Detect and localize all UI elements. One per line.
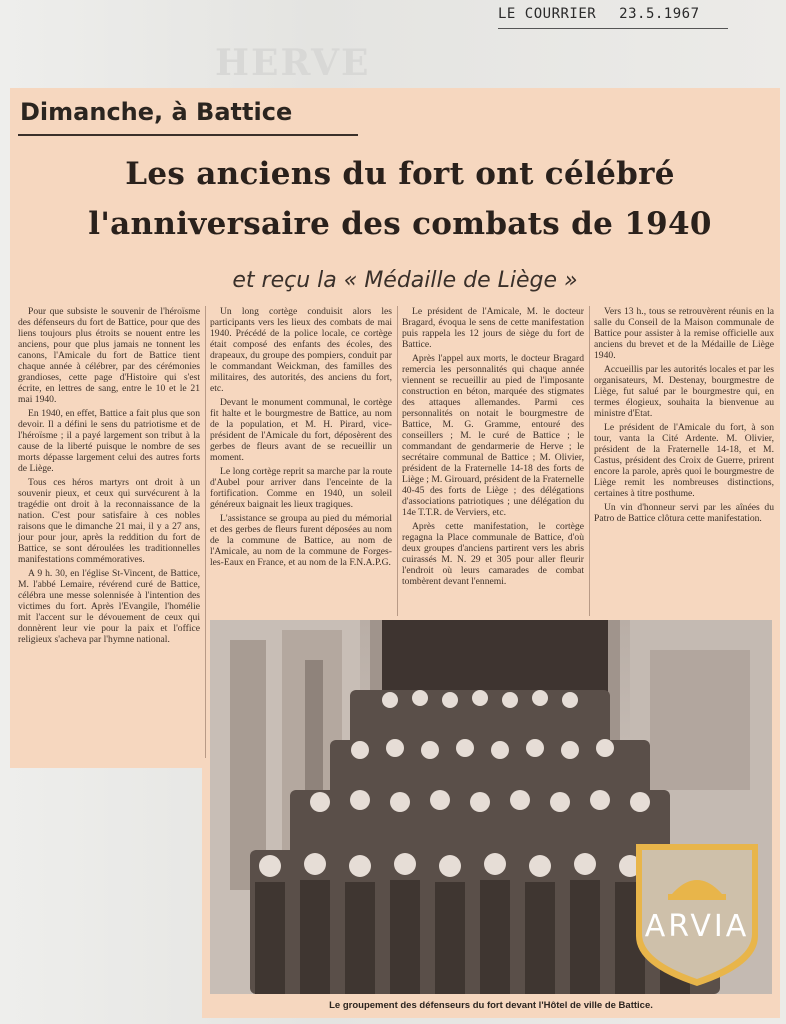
- article-column-3: [402, 306, 584, 616]
- article-column-1: [18, 306, 200, 758]
- paragraph: Après cette manifestation, le cortège regagna la Place communale de Battice, d'où deux groupes d'anciens partirent vers les abris cuirassés M. N. 29 et 305 pour aller fleurir l'endroit où leurs camarades de combat tombèrent devant l'ennemi.: [402, 521, 584, 587]
- paragraph: Accueillis par les autorités locales et par les organisateurs, M. Destenay, bourgmestre de Liège, fut salué par le bourgmestre qui, en termes élogieux, souhaita la bienvenue au ministre d'Etat.: [594, 364, 774, 419]
- paragraph: Le président de l'Amicale du fort, à son tour, vanta la Cité Ardente. M. Olivier, président de la Fraternelle 14-18, et M. Castus, président des Croix de Guerre, prirent encore la parole, après quoi le bourgmestre de Liège remit les nombreuses distinctions, certaines à titre posthume.: [594, 422, 774, 499]
- paragraph: L'assistance se groupa au pied du mémorial et des gerbes de fleurs furent déposées au nom de la commune de Battice, au nom de l'Amicale, au nom de la commune de Forges-les-Eaux en France, et au nom de la F.N.A.P.G.: [210, 513, 392, 568]
- paragraph: Pour que subsiste le souvenir de l'héroïsme des défenseurs du fort de Battice, pour que des liens toujours plus étroits se nouent entre les anciens, pour que plus jamais ne tonnent les canons, l'Amicale du fort de Battice tient chaque année à célébrer, par des cérémonies grandioses, cette page d'Histoire qui s'est écrite, en lettres de sang, entre le 10 et le 21 mai 1940.: [18, 306, 200, 405]
- watermark-label: ARVIA: [644, 909, 750, 944]
- kicker-rule: [18, 134, 358, 136]
- paragraph: A 9 h. 30, en l'église St-Vincent, de Battice, M. l'abbé Lemaire, révérend curé de Battice, célébra une messe solennisée à l'intention des victimes du fort. Après l'Evangile, l'homélie mit l'accent sur le dévouement de ceux qui donnèrent leur vie pour la paix et l'office religieux s'acheva par l'hymne national.: [18, 568, 200, 645]
- paragraph: Un long cortège conduisit alors les participants vers les lieux des combats de mai 1940. Précédé de la police locale, ce cortège était composé des enfants des écoles, des drapeaux, du groupe des pompiers, conduit par le commandant Weickman, des familles des militaires, des autorités, des anciens du fort, etc.: [210, 306, 392, 394]
- column-divider: [589, 306, 590, 616]
- article-column-4: [594, 306, 774, 616]
- paragraph: Un vin d'honneur servi par les aînées du Patro de Battice clôtura cette manifestation.: [594, 502, 774, 524]
- paragraph: Le long cortège reprit sa marche par la route d'Aubel pour arriver dans l'enceinte de la fortification. Comme en 1940, un soleil généreux baignait les lieux tragiques.: [210, 466, 392, 510]
- subhead-title: « Médaille de Liège »: [343, 268, 578, 293]
- paragraph: Devant le monument communal, le cortège fit halte et le bourgmestre de Battice, au nom de la population, et M. H. Pirard, vice-président de l'Amicale du fort, déposèrent des gerbes de fleurs avant de se recueillir un moment.: [210, 397, 392, 463]
- column-divider: [397, 306, 398, 616]
- newspaper-clipping: [10, 88, 780, 1018]
- subhead-prefix: et reçu la: [232, 268, 337, 293]
- paragraph: Tous ces héros martyrs ont droit à un souvenir pieux, et ceux qui survécurent à la tragédie ont droit à la reconnaissance de la nation. C'est pour satisfaire à ces nobles raisons que le dimanche 21 mai, il y a 27 ans, jour pour jour, après la reddition du fort de Battice, se sont déroulées les traditionnelles manifestations commémoratives.: [18, 477, 200, 565]
- source-stamp: [498, 6, 728, 29]
- background-masthead: HERVE: [215, 42, 371, 84]
- photo-caption: Le groupement des défenseurs du fort devant l'Hôtel de ville de Battice.: [329, 1000, 653, 1011]
- column-divider: [205, 306, 206, 758]
- subheadline: [195, 268, 615, 293]
- headline-line-1: Les anciens du fort ont célébré: [125, 156, 675, 192]
- article-kicker: Dimanche, à Battice: [20, 98, 293, 126]
- headline-line-2: l'anniversaire des combats de 1940: [88, 206, 712, 242]
- publication-date: 23.5.1967: [619, 6, 700, 22]
- article-column-2: [210, 306, 392, 616]
- arvia-watermark: [628, 836, 766, 991]
- paragraph: En 1940, en effet, Battice a fait plus que son devoir. Il a défini le sens du patriotisme et de l'héroïsme ; il a payé largement son tribut à la cause de la liberté puisque le nombre de ses morts dépasse largement celui des autres forts de Liège.: [18, 408, 200, 474]
- paragraph: Vers 13 h., tous se retrouvèrent réunis en la salle du Conseil de la Maison communale de Battice pour assister à la remise officielle aux anciens du brevet et de la Médaille de Liège 1940.: [594, 306, 774, 361]
- newspaper-name: LE COURRIER: [498, 6, 597, 22]
- paragraph: Le président de l'Amicale, M. le docteur Bragard, évoqua le sens de cette manifestation puis rappela les 12 jours de siège du fort de Battice.: [402, 306, 584, 350]
- paragraph: Après l'appel aux morts, le docteur Bragard remercia les personnalités qui chaque année viennent se recueillir au pied de l'imposante construction en béton, marquée des stigmates des attaques allemandes. Parmi ces personnalités on notait le bourgmestre de Battice, M. G. Gramme, entouré des conseillers ; M. le curé de Battice ; le commandant de gendarmerie de Herve ; le secrétaire communal de Battice ; M. Olivier, président de la Fraternelle 14-18 des forts de Liège ; M. Girouard, président de la Fraternelle 40-45 des forts de Liège ; des délégations d'associations patriotiques ; une délégation du 14e T.T.R. de Verviers, etc.: [402, 353, 584, 518]
